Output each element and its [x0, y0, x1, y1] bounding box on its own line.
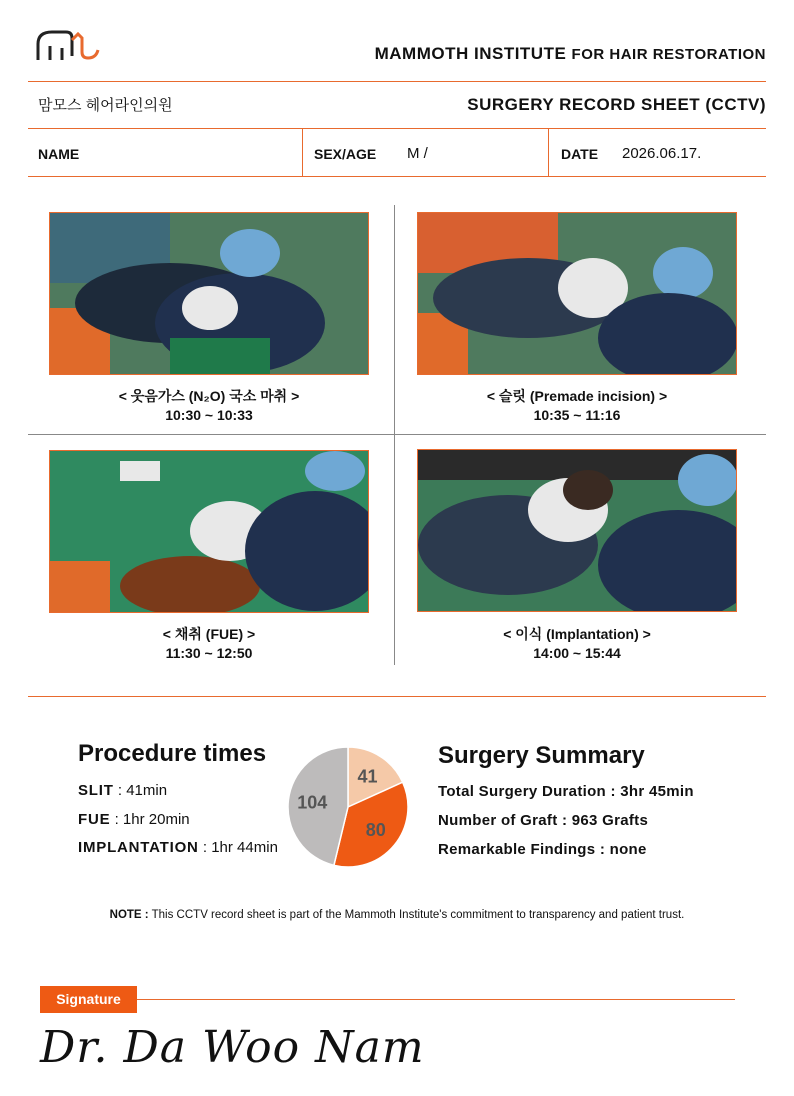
procedure-row-slit: SLIT : 41min [78, 782, 168, 799]
procedure-pie-chart [286, 745, 410, 869]
procedure-row-fue: FUE : 1hr 20min [78, 811, 190, 828]
korean-clinic-name: 맘모스 헤어라인의원 [38, 97, 173, 114]
sexage-value: M / [407, 145, 428, 162]
cctv-photo-implantation [417, 449, 737, 612]
photo-time-2: 10:35 ~ 11:16 [533, 407, 621, 423]
photo-time-3: 11:30 ~ 12:50 [165, 645, 253, 661]
summary-duration: Total Surgery Duration : 3hr 45min [438, 783, 694, 800]
note-text: NOTE : This CCTV record sheet is part of the Mammoth Institute's commitment to transparency and patient trust. [109, 909, 685, 921]
name-label: NAME [38, 146, 80, 162]
pie-label-3: 104 [297, 792, 328, 813]
photo-time-4: 14:00 ~ 15:44 [533, 645, 621, 661]
photo-caption-2: < 슬릿 (Premade incision) > [486, 388, 668, 404]
photo-caption-1: < 웃음가스 (N₂O) 국소 마취 > [118, 388, 300, 404]
brand-title: MAMMOTH INSTITUTE FOR HAIR RESTORATION [374, 44, 766, 63]
date-label: DATE [561, 146, 599, 162]
sheet-title: SURGERY RECORD SHEET (CCTV) [467, 95, 766, 114]
cctv-photo-fue [49, 450, 369, 613]
summary-title: Surgery Summary [438, 742, 645, 769]
summary-findings: Remarkable Findings : none [438, 841, 647, 858]
cctv-photo-anesthesia [49, 212, 369, 375]
procedure-title: Procedure times [78, 740, 267, 767]
photo-time-1: 10:30 ~ 10:33 [165, 407, 253, 423]
procedure-row-implantation: IMPLANTATION : 1hr 44min [78, 839, 278, 856]
photo-caption-4: < 이식 (Implantation) > [503, 626, 651, 642]
pie-label-2: 80 [365, 819, 386, 840]
pie-label-1: 41 [357, 766, 378, 787]
mammoth-logo-icon [36, 28, 106, 62]
cctv-photo-slit [417, 212, 737, 375]
summary-grafts: Number of Graft : 963 Grafts [438, 812, 649, 829]
signature-label: Signature [40, 986, 137, 1013]
date-value: 2026.06.17. [622, 145, 702, 162]
photo-caption-3: < 채취 (FUE) > [162, 626, 256, 642]
sexage-label: SEX/AGE [314, 146, 377, 162]
signature-name: Dr. Da Woo Nam [40, 1022, 425, 1073]
